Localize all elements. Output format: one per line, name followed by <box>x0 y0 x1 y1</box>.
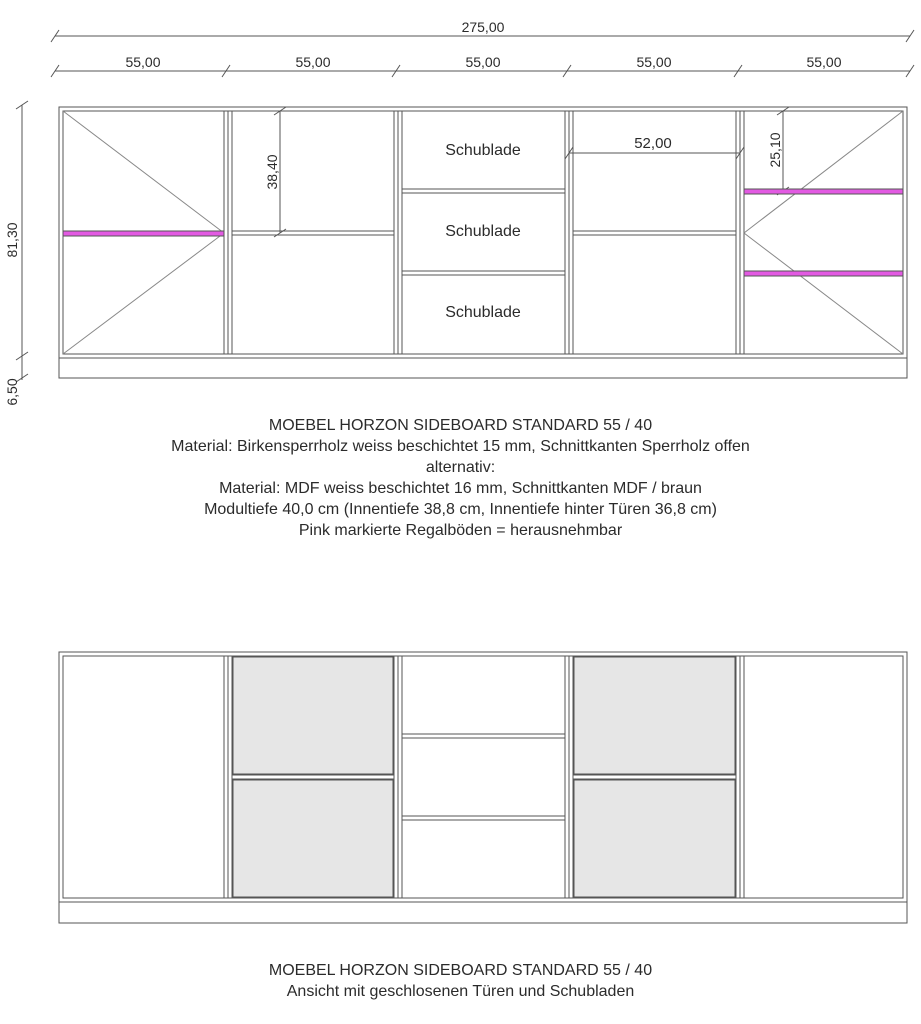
caption-material-alt: Material: MDF weiss beschichtet 16 mm, Schnittkanten MDF / braun <box>219 480 702 497</box>
shelf-height-label: 38,40 <box>264 154 280 190</box>
plinth <box>59 358 907 378</box>
drawer-label: Schublade <box>445 142 521 159</box>
caption-depth: Modultiefe 40,0 cm (Innentiefe 38,8 cm, Innentiefe hinter Türen 36,8 cm) <box>204 501 717 518</box>
closed-door-1 <box>233 657 393 774</box>
closed-door-4 <box>574 780 735 897</box>
caption-note: Pink markierte Regalböden = herausnehmbar <box>298 522 623 539</box>
removable-shelf-1 <box>63 231 224 236</box>
caption-material: Material: Birkensperrholz weiss beschichtet 15 mm, Schnittkanten Sperrholz offen <box>171 438 750 455</box>
plinth-closed <box>59 902 907 923</box>
plinth-height-label: 6,50 <box>4 378 20 406</box>
caption-view: Ansicht mit geschlosenen Türen und Schubladen <box>286 983 635 1000</box>
closed-door-3 <box>574 657 735 774</box>
caption-alternative: alternativ: <box>425 459 496 476</box>
total-width-label: 275,00 <box>461 19 505 35</box>
module-width-label: 55,00 <box>806 54 842 70</box>
caption-top <box>0 415 921 541</box>
height-label: 81,30 <box>4 222 20 258</box>
caption-title: MOEBEL HORZON SIDEBOARD STANDARD 55 / 40 <box>268 417 653 434</box>
drawer-label: Schublade <box>445 223 521 240</box>
drawer-label: Schublade <box>445 304 521 321</box>
sideboard-closed-view <box>59 652 907 923</box>
closed-door-2 <box>233 780 393 897</box>
removable-shelf-2 <box>744 189 903 194</box>
caption-bottom <box>0 960 921 1002</box>
caption-title: MOEBEL HORZON SIDEBOARD STANDARD 55 / 40 <box>268 962 653 979</box>
module-width-label: 55,00 <box>295 54 331 70</box>
module-width-label: 55,00 <box>125 54 161 70</box>
module-width-label: 55,00 <box>465 54 501 70</box>
removable-shelf-3 <box>744 271 903 276</box>
inner-width-label: 52,00 <box>634 135 672 152</box>
shelf-spacing-label: 25,10 <box>767 132 783 168</box>
module-width-label: 55,00 <box>636 54 672 70</box>
